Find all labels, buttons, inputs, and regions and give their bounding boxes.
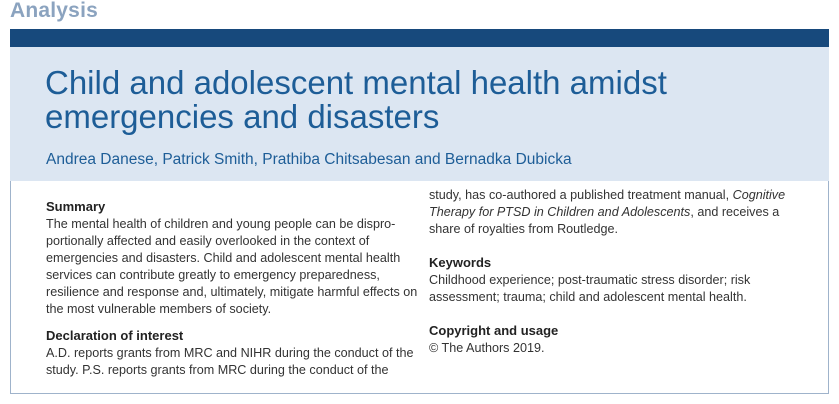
abstract-left-column xyxy=(46,198,418,379)
summary-text: The mental health of children and young people can be dispro-portionally affected and easily overlooked in the context of emergencies and disasters. Child and adolescent mental health services can contribute greatly to emergency preparedness, resilience and response and, ultimately, mitigate harmful effects on the most vulnerable members of society. xyxy=(46,217,418,316)
section-label: Analysis xyxy=(10,0,98,22)
author-list: Andrea Danese, Patrick Smith, Prathiba Chitsabesan and Bernadka Dubicka xyxy=(46,151,572,168)
declaration-heading: Declaration of interest xyxy=(46,328,184,343)
keywords-heading: Keywords xyxy=(429,255,492,270)
declaration-continued xyxy=(429,187,799,238)
copyright-text: © The Authors 2019. xyxy=(429,341,545,355)
summary-heading: Summary xyxy=(46,199,106,214)
declaration-continued-start: study, has co-authored a published treatment manual, xyxy=(429,188,733,202)
declaration-text: A.D. reports grants from MRC and NIHR during the conduct of the study. P.S. reports grants from MRC during the conduct of the xyxy=(46,346,414,377)
article-title: Child and adolescent mental health amidst emergencies and disasters xyxy=(45,64,667,135)
book-title: Cognitive Therapy for PTSD in Children and Adolescents xyxy=(429,188,786,219)
copyright-heading: Copyright and usage xyxy=(429,323,559,338)
abstract-right-column xyxy=(429,187,799,357)
keywords-text: Childhood experience; post-traumatic stress disorder; risk assessment; trauma; child and adolescent mental health. xyxy=(429,273,751,304)
declaration-continued-end: , and receives a share of royalties from Routledge. xyxy=(429,205,780,236)
header-bar xyxy=(10,29,829,47)
